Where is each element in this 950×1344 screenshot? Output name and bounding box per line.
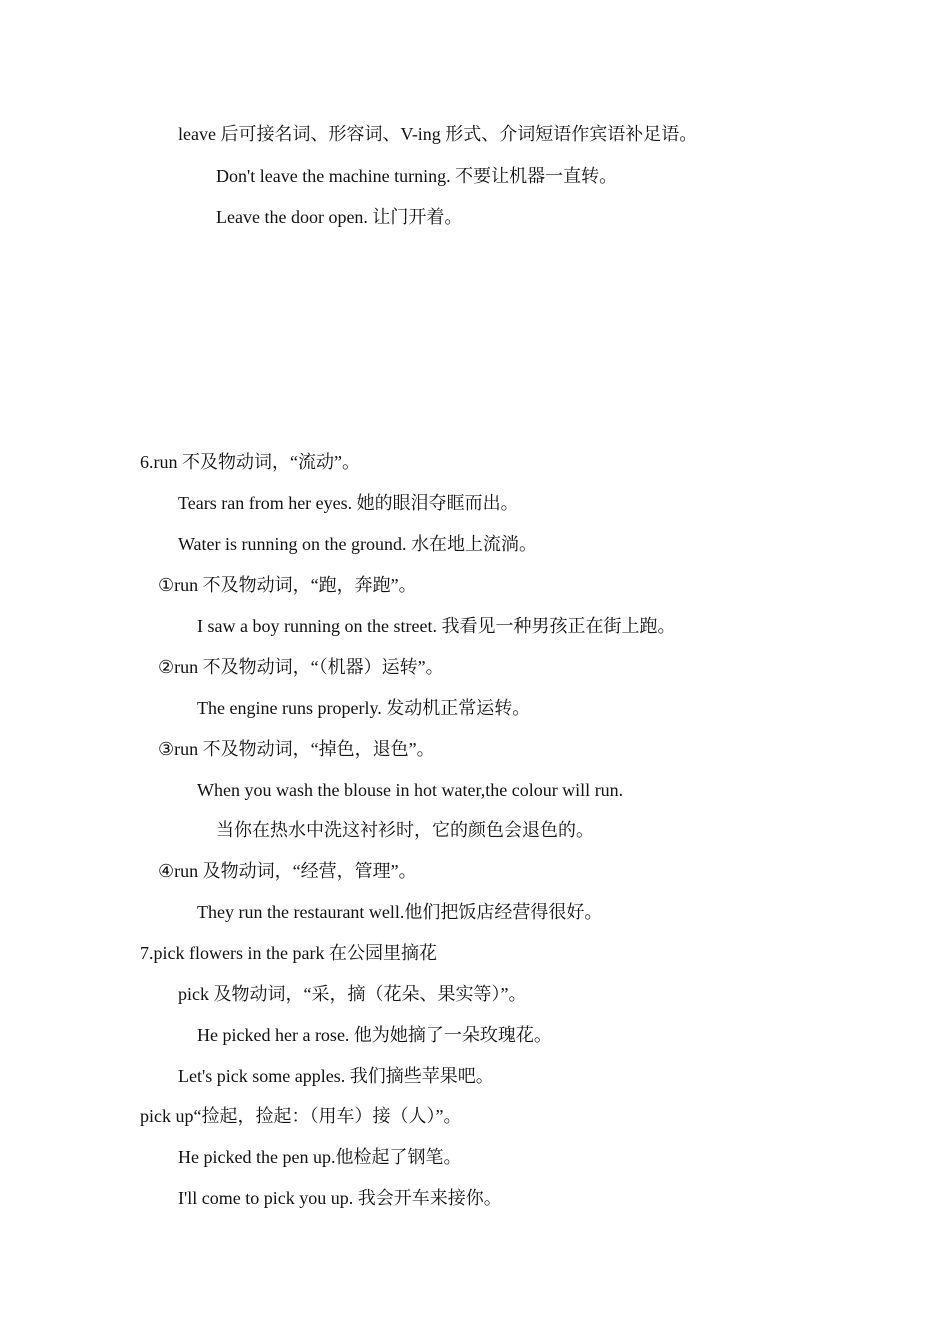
leave-rule: leave 后可接名词、形容词、V-ing 形式、介词短语作宾语补足语。 <box>178 124 698 144</box>
run-sense-3-example-zh: 当你在热水中洗这衬衫时，它的颜色会退色的。 <box>216 820 594 840</box>
leave-example-1: Don't leave the machine turning. 不要让机器一直转。 <box>216 166 618 186</box>
run-sense-4-example: They run the restaurant well.他们把饭店经营得很好。 <box>197 902 603 922</box>
run-sense-3: ③run 不及物动词，“掉色，退色”。 <box>158 739 435 759</box>
run-sense-1-example: I saw a boy running on the street. 我看见一种男孩正在街上跑。 <box>197 616 676 636</box>
pick-example-1: He picked her a rose. 他为她摘了一朵玫瑰花。 <box>197 1025 552 1045</box>
pick-rule: pick 及物动词，“采，摘（花朵、果实等）”。 <box>178 984 527 1004</box>
run-example-2: Water is running on the ground. 水在地上流淌。 <box>178 534 538 554</box>
pick-example-2: Let's pick some apples. 我们摘些苹果吧。 <box>178 1066 494 1086</box>
leave-example-2: Leave the door open. 让门开着。 <box>216 207 463 227</box>
run-sense-2: ②run 不及物动词，“（机器）运转”。 <box>158 657 444 677</box>
run-sense-3-example-en: When you wash the blouse in hot water,the colour will run. <box>197 780 624 800</box>
pick-heading: 7.pick flowers in the park 在公园里摘花 <box>140 943 437 963</box>
run-example-1: Tears ran from her eyes. 她的眼泪夺眶而出。 <box>178 493 519 513</box>
run-sense-4: ④run 及物动词，“经营，管理”。 <box>158 861 417 881</box>
run-heading: 6.run 不及物动词，“流动”。 <box>140 452 360 472</box>
pickup-example-1: He picked the pen up.他检起了钢笔。 <box>178 1147 462 1167</box>
pickup-rule: pick up“捡起，捡起：（用车）接（人）”。 <box>140 1106 462 1126</box>
run-sense-2-example: The engine runs properly. 发动机正常运转。 <box>197 698 531 718</box>
run-sense-1: ①run 不及物动词，“跑，奔跑”。 <box>158 575 417 595</box>
pickup-example-2: I'll come to pick you up. 我会开车来接你。 <box>178 1188 502 1208</box>
